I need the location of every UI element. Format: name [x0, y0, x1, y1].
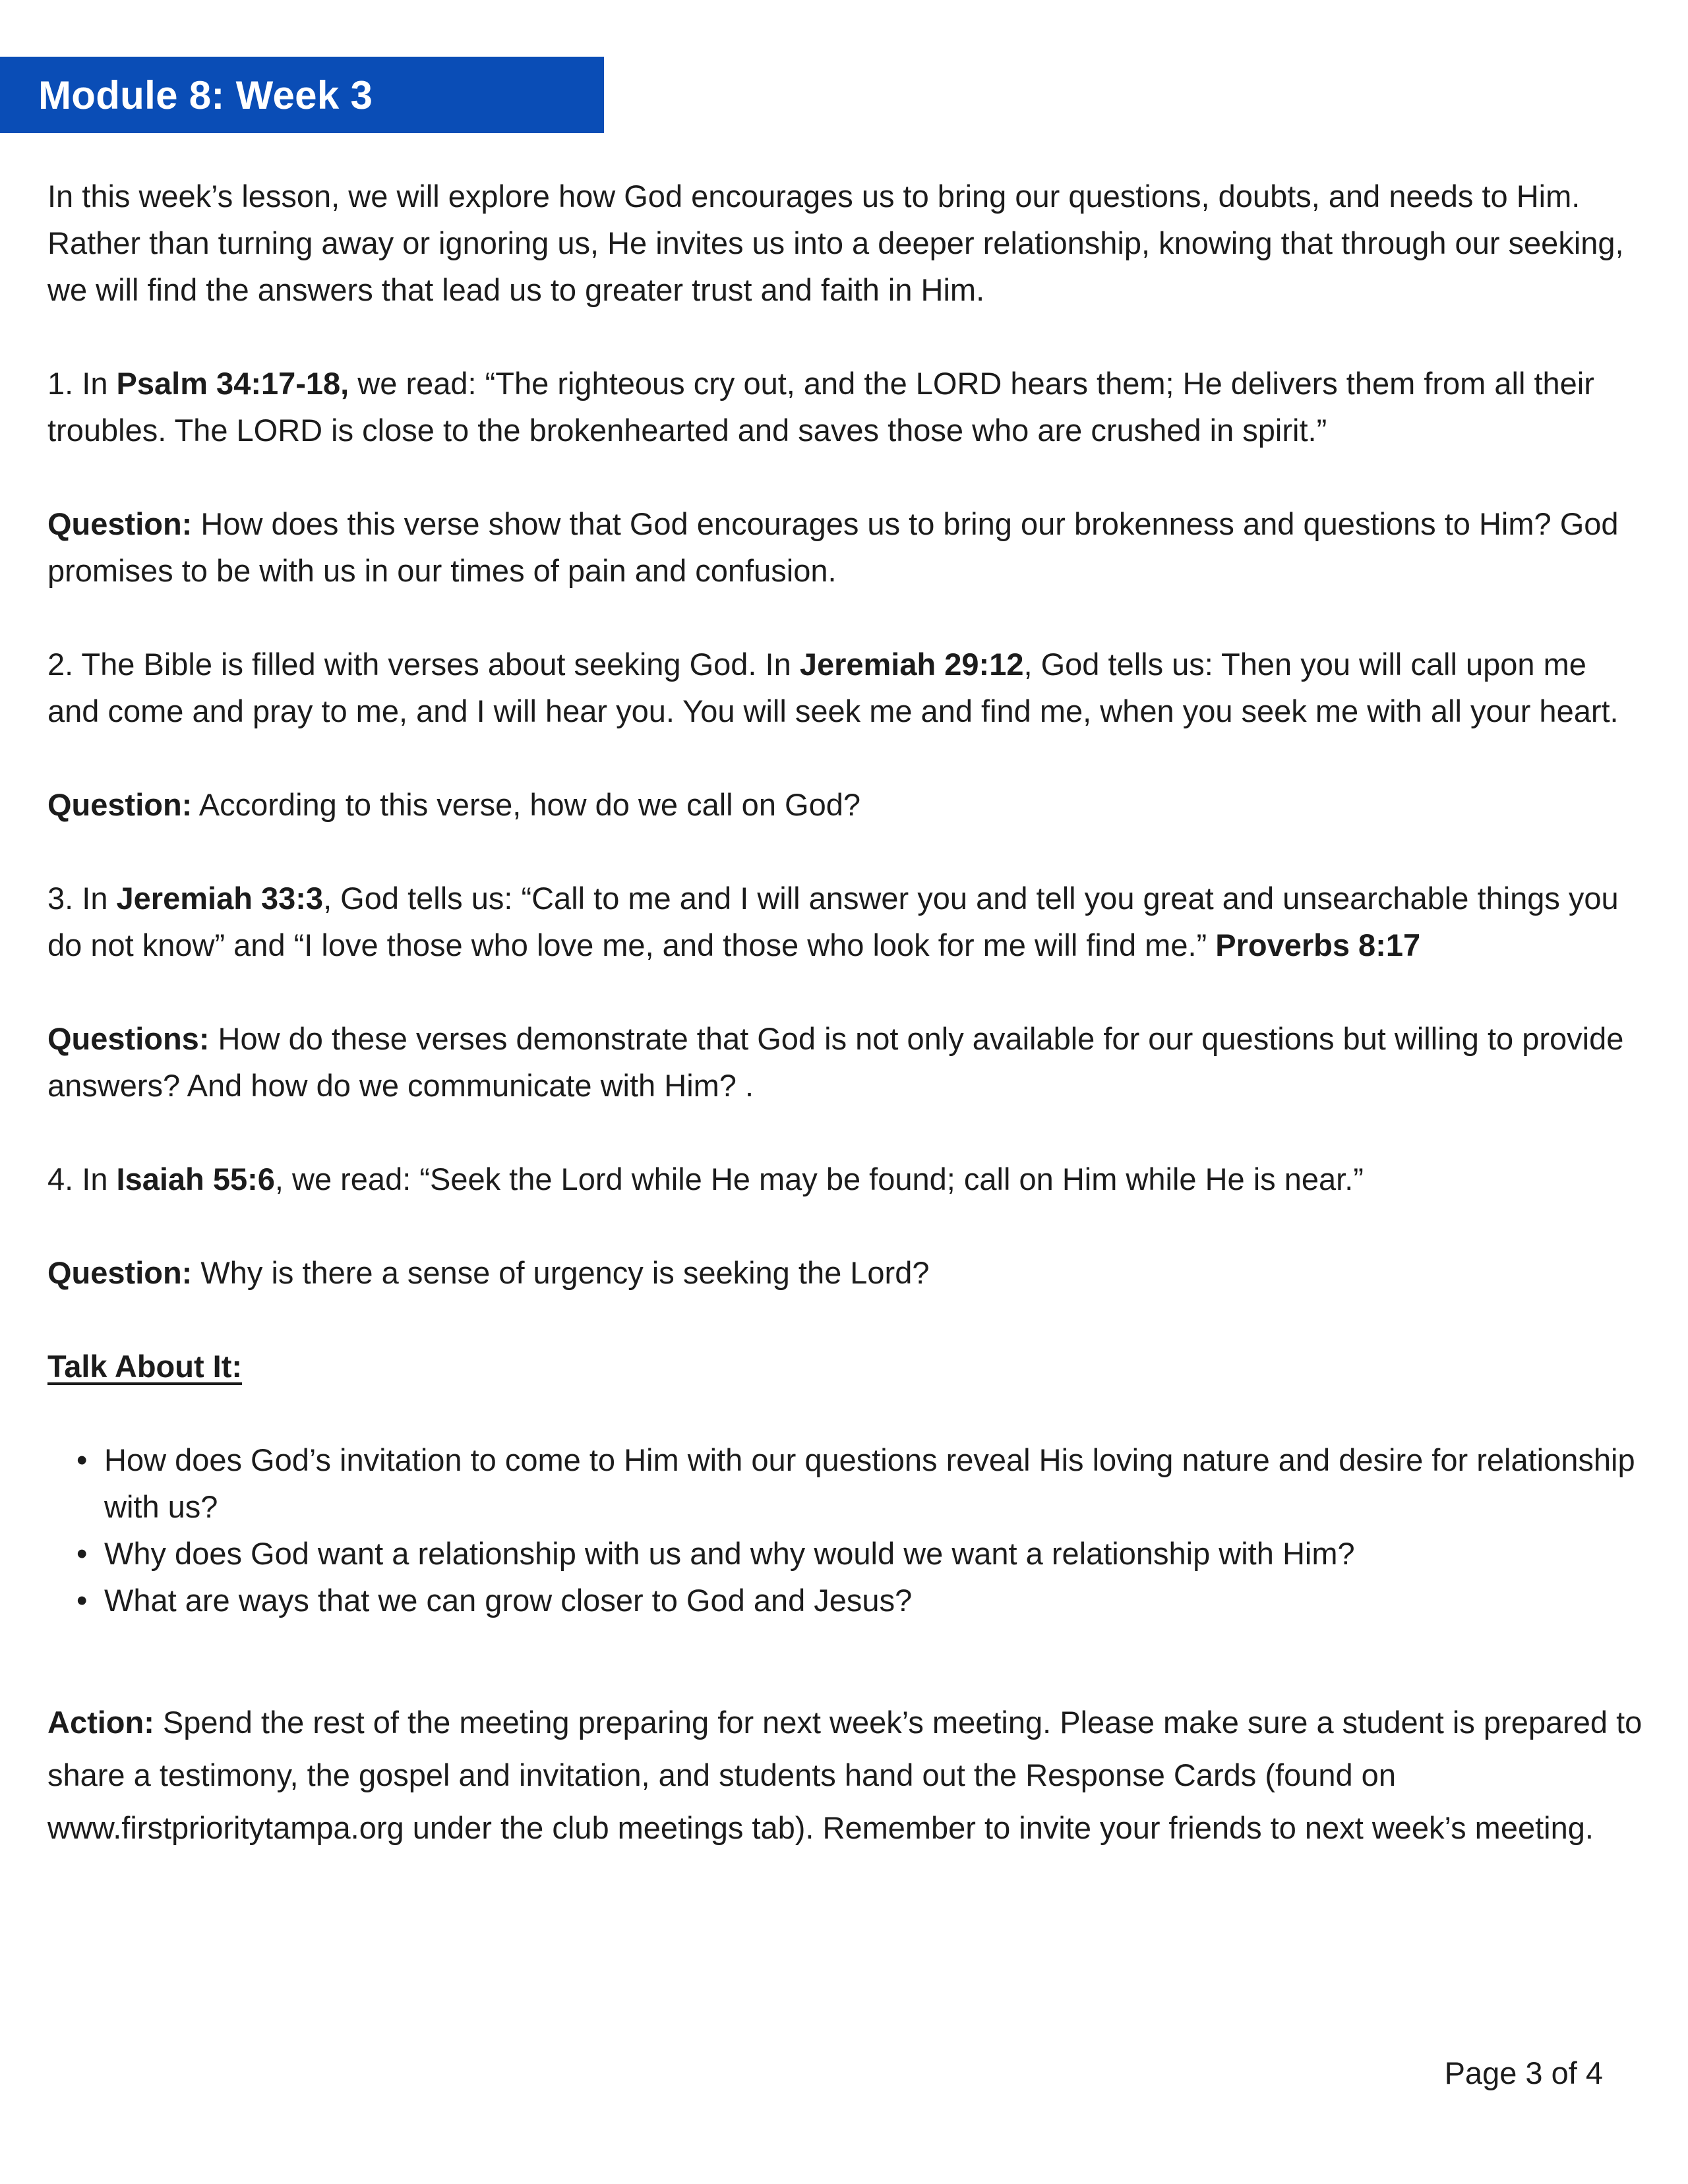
question-text: How does this verse show that God encourages us to bring our brokenness and questions to Him? God promises to be with us in our times of pain and confusion.: [47, 506, 1619, 588]
item-text: , God tells us: “Call to me and I will answer you and tell you great and unsearchable things you do not know” and “I love those who love me, and those who look for me will find me.”: [47, 881, 1619, 962]
lesson-item-4: [47, 1156, 1643, 1202]
question-label: Questions:: [47, 1021, 210, 1056]
intro-paragraph: [47, 173, 1643, 313]
scripture-reference: Isaiah 55:6: [116, 1162, 275, 1196]
lesson-content: [47, 173, 1643, 1901]
scripture-reference: Psalm 34:17-18,: [116, 366, 349, 401]
talk-about-it-list: [47, 1436, 1643, 1624]
item-prefix: 4. In: [47, 1162, 117, 1196]
list-item-text: What are ways that we can grow closer to God and Jesus?: [104, 1583, 913, 1618]
question-text: How do these verses demonstrate that God is not only available for our questions but willing to provide answers? And how do we communicate with Him? .: [47, 1021, 1624, 1103]
intro-text: In this week’s lesson, we will explore how God encourages us to bring our questions, doubts, and needs to Him. Rather than turning away or ignoring us, He invites us into a deeper relationship, knowing that through our seeking, we will find the answers that lead us to greater trust and faith in Him.: [47, 179, 1624, 307]
action-paragraph: [47, 1696, 1643, 1854]
bullet-icon: •: [76, 1583, 88, 1618]
question-4: [47, 1249, 1643, 1296]
list-item-text: Why does God want a relationship with us and why would we want a relationship with Him?: [104, 1536, 1355, 1571]
list-item-text: How does God’s invitation to come to Him with our questions reveal His loving nature and desire for relationship with us?: [104, 1442, 1635, 1524]
question-label: Question:: [47, 506, 193, 541]
list-item: [76, 1530, 1643, 1577]
scripture-reference: Jeremiah 33:3: [116, 881, 324, 916]
lesson-item-3: [47, 875, 1643, 968]
question-text: Why is there a sense of urgency is seeking the Lord?: [192, 1255, 930, 1290]
list-item: [76, 1577, 1643, 1624]
question-1: [47, 500, 1643, 594]
question-text: According to this verse, how do we call on God?: [192, 787, 860, 822]
question-label: Question:: [47, 787, 193, 822]
action-label: Action:: [47, 1705, 154, 1740]
lesson-item-2: [47, 641, 1643, 734]
scripture-reference: Jeremiah 29:12: [799, 647, 1024, 682]
item-prefix: 2. The Bible is filled with verses about seeking God. In: [47, 647, 800, 682]
page-number: Page 3 of 4: [1444, 2055, 1603, 2090]
item-text: , we read: “Seek the Lord while He may be found; call on Him while He is near.”: [274, 1162, 1364, 1196]
talk-about-it-heading: Talk About It:: [47, 1349, 243, 1384]
bullet-icon: •: [76, 1536, 88, 1571]
item-prefix: 3. In: [47, 881, 117, 916]
action-text: Spend the rest of the meeting preparing for next week’s meeting. Please make sure a student is prepared to share a testimony, the gospel and invitation, and students hand out the Response Cards (found on www.firstprioritytampa.org under the club meetings tab). Remember to invite your friends to next week’s meeting.: [47, 1705, 1643, 1845]
bullet-icon: •: [76, 1442, 88, 1477]
item-prefix: 1. In: [47, 366, 117, 401]
list-item: [76, 1436, 1643, 1530]
item-text: , God tells us: Then you will call upon me and come and pray to me, and I will hear you. You will seek me and find me, when you seek me with all your heart.: [47, 647, 1619, 728]
page-title: Module 8: Week 3: [38, 73, 373, 117]
question-3: [47, 1015, 1643, 1109]
lesson-item-1: [47, 360, 1643, 454]
module-header-banner: [0, 57, 604, 133]
question-label: Question:: [47, 1255, 193, 1290]
question-2: [47, 781, 1643, 828]
scripture-reference-2: Proverbs 8:17: [1215, 928, 1421, 962]
item-text: we read: “The righteous cry out, and the LORD hears them; He delivers them from all their troubles. The LORD is close to the brokenhearted and saves those who are crushed in spirit.”: [47, 366, 1594, 448]
